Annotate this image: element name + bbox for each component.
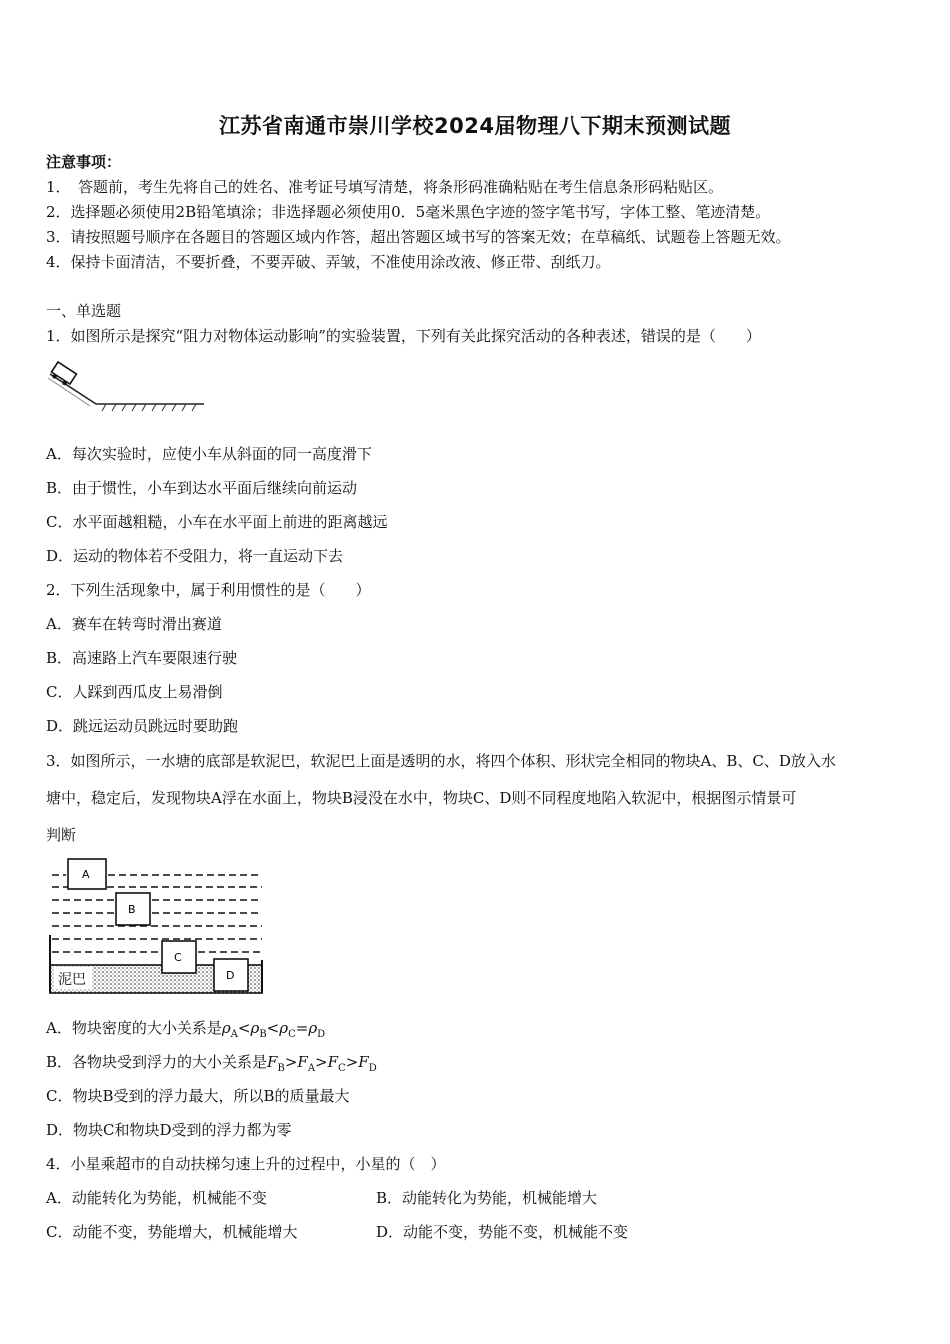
q1-stem: 1．如图所示是探究“阻力对物体运动影响”的实验装置，下列有关此探究活动的各种表述，错误的是（ ）	[46, 327, 761, 345]
sub-c: C	[288, 1029, 296, 1040]
block-b-label: B	[128, 903, 136, 916]
q3-pond-figure	[46, 855, 268, 997]
q4-option-b: B．动能转化为势能，机械能增大	[376, 1189, 598, 1207]
sub-d: D	[368, 1063, 377, 1074]
q2-option-d: D．跳远运动员跳远时要助跑	[46, 717, 239, 735]
q3-option-a-text: A．物块密度的大小关系是	[46, 1019, 222, 1037]
sub-d: D	[317, 1029, 326, 1040]
q4-option-d: D．动能不变，势能不变，机械能不变	[376, 1223, 629, 1241]
q3-stem-line-3: 判断	[46, 826, 77, 844]
gt-sign: >	[315, 1053, 328, 1071]
sub-c: C	[338, 1063, 346, 1074]
note-item-2: 2．选择题必须使用2B铅笔填涂；非选择题必须使用0．5毫米黑色字迹的签字笔书写，字体工整、笔迹清楚。	[46, 203, 771, 221]
rho-symbol: ρ	[279, 1019, 289, 1037]
page-title: 江苏省南通市崇川学校2024届物理八下期末预测试题	[219, 114, 731, 138]
rho-symbol: ρ	[250, 1019, 260, 1037]
lt-sign: <	[266, 1019, 280, 1037]
block-c-label: C	[174, 951, 182, 964]
sub-b: B	[277, 1063, 285, 1074]
q3-option-a	[46, 1018, 325, 1045]
q3-option-d: D．物块C和物块D受到的浮力都为零	[46, 1121, 292, 1139]
force-symbol: F	[358, 1053, 369, 1071]
force-symbol: F	[267, 1053, 278, 1071]
block-a-label: A	[82, 868, 90, 881]
notes-header: 注意事项：	[46, 153, 122, 171]
sub-b: B	[259, 1029, 267, 1040]
lt-sign: <	[237, 1019, 251, 1037]
q4-option-a: A．动能转化为势能，机械能不变	[46, 1189, 267, 1207]
q1-incline-figure	[46, 356, 206, 416]
q2-option-b: B．高速路上汽车要限速行驶	[46, 649, 238, 667]
force-symbol: F	[327, 1053, 339, 1071]
q4-option-c: C．动能不变，势能增大，机械能增大	[46, 1223, 298, 1241]
q2-option-c: C．人踩到西瓜皮上易滑倒	[46, 683, 223, 701]
q1-option-b: B．由于惯性，小车到达水平面后继续向前运动	[46, 479, 358, 497]
q3-option-b	[46, 1052, 377, 1079]
q3-stem-line-1: 3．如图所示，一水塘的底部是软泥巴，软泥巴上面是透明的水，将四个体积、形状完全相同的物块A、B、C、D放入水	[46, 752, 836, 770]
note-item-4: 4．保持卡面清洁，不要折叠，不要弄破、弄皱，不准使用涂改液、修正带、刮纸刀。	[46, 253, 611, 271]
q3-option-c: C．物块B受到的浮力最大，所以B的质量最大	[46, 1087, 350, 1105]
q3-stem-line-2: 塘中，稳定后，发现物块A浮在水面上，物块B浸没在水中，物块C、D则不同程度地陷入软泥中，根据图示情景可	[46, 789, 797, 807]
block-d-label: D	[226, 969, 235, 982]
q2-option-a: A．赛车在转弯时滑出赛道	[46, 615, 222, 633]
sub-a: A	[230, 1029, 238, 1040]
rho-symbol: ρ	[221, 1019, 231, 1037]
note-item-3: 3．请按照题号顺序在各题目的答题区域内作答，超出答题区域书写的答案无效；在草稿纸、试题卷上答题无效。	[46, 228, 791, 246]
q3-option-b-text: B．各物块受到浮力的大小关系是	[46, 1053, 268, 1071]
q4-stem: 4．小星乘超市的自动扶梯匀速上升的过程中，小星的（ ）	[46, 1155, 446, 1173]
force-symbol: F	[297, 1053, 308, 1071]
q1-option-d: D．运动的物体若不受阻力，将一直运动下去	[46, 547, 344, 565]
sub-a: A	[307, 1063, 316, 1074]
q1-option-c: C．水平面越粗糙，小车在水平面上前进的距离越远	[46, 513, 388, 531]
eq-sign: =	[295, 1019, 309, 1037]
q1-option-a: A．每次实验时，应使小车从斜面的同一高度滑下	[46, 445, 372, 463]
rho-symbol: ρ	[308, 1019, 318, 1037]
note-item-1: 1． 答题前，考生先将自己的姓名、准考证号填写清楚，将条形码准确粘贴在考生信息条形码粘贴区。	[46, 178, 724, 196]
section-heading: 一、单选题	[46, 302, 122, 320]
q2-stem: 2．下列生活现象中，属于利用惯性的是（ ）	[46, 581, 371, 599]
gt-sign: >	[284, 1053, 298, 1071]
mud-label: 泥巴	[58, 972, 86, 988]
gt-sign: >	[345, 1053, 359, 1071]
